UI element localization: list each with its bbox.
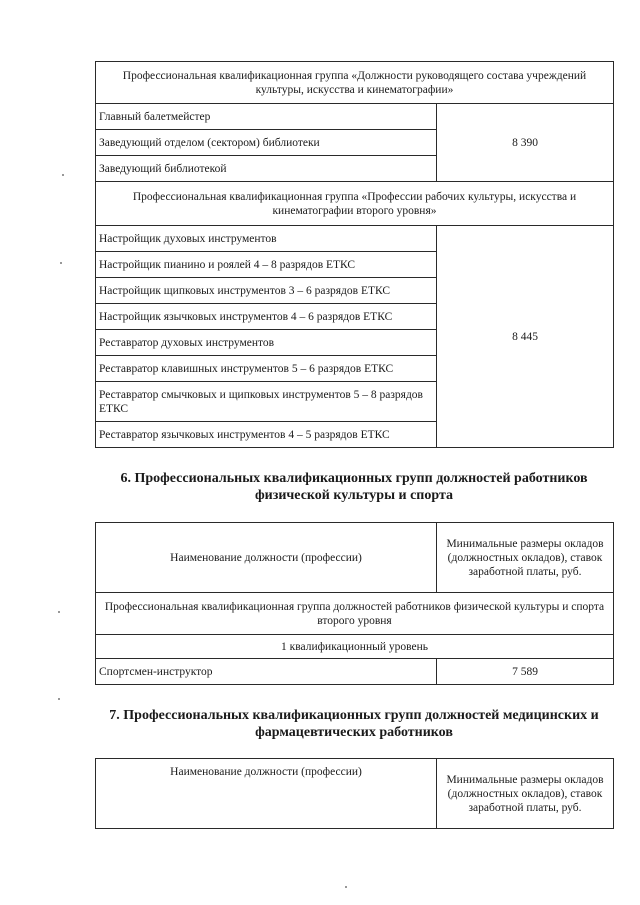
column-header-position: Наименование должности (профессии) — [96, 523, 437, 593]
position-name: Настройщик язычковых инструментов 4 – 6 разрядов ЕТКС — [96, 304, 437, 330]
group-header-workers: Профессиональная квалификационная группа «Профессии рабочих культуры, искусства и кинематографии второго уровня» — [96, 182, 614, 226]
medical-positions-table — [95, 758, 614, 829]
column-header-position: Наименование должности (профессии) — [96, 759, 437, 829]
scan-speck — [345, 886, 347, 888]
position-name: Реставратор клавишных инструментов 5 – 6 разрядов ЕТКС — [96, 356, 437, 382]
position-name: Настройщик духовых инструментов — [96, 226, 437, 252]
position-name: Спортсмен-инструктор — [96, 659, 437, 685]
group-header-managers: Профессиональная квалификационная группа «Должности руководящего состава учреждений культуры, искусства и кинематографии» — [96, 62, 614, 104]
scan-speck — [58, 611, 60, 613]
column-header-salary: Минимальные размеры окладов (должностных окладов), ставок заработной платы, руб. — [437, 759, 614, 829]
position-name: Реставратор смычковых и щипковых инструментов 5 – 8 разрядов ЕТКС — [96, 382, 437, 422]
position-name: Главный балетмейстер — [96, 104, 437, 130]
position-name: Заведующий библиотекой — [96, 156, 437, 182]
position-name: Реставратор язычковых инструментов 4 – 5 разрядов ЕТКС — [96, 422, 437, 448]
salary-value: 8 445 — [437, 226, 614, 448]
culture-positions-table — [95, 61, 614, 448]
scan-speck — [60, 262, 62, 264]
position-name: Настройщик щипковых инструментов 3 – 6 разрядов ЕТКС — [96, 278, 437, 304]
position-name: Реставратор духовых инструментов — [96, 330, 437, 356]
sport-positions-table — [95, 522, 614, 685]
salary-value: 8 390 — [437, 104, 614, 182]
scan-speck — [58, 698, 60, 700]
position-name: Заведующий отделом (сектором) библиотеки — [96, 130, 437, 156]
section-7-title: 7. Профессиональных квалификационных групп должностей медицинских и фармацевтических работников — [109, 708, 599, 740]
scan-speck — [62, 174, 64, 176]
section-6-title: 6. Профессиональных квалификационных групп должностей работников физической культуры и спорта — [120, 471, 588, 503]
salary-value: 7 589 — [437, 659, 614, 685]
qualification-level: 1 квалификационный уровень — [96, 635, 614, 659]
position-name: Настройщик пианино и роялей 4 – 8 разрядов ЕТКС — [96, 252, 437, 278]
column-header-salary: Минимальные размеры окладов (должностных окладов), ставок заработной платы, руб. — [437, 523, 614, 593]
group-header-sport: Профессиональная квалификационная группа должностей работников физической культуры и спорта второго уровня — [96, 593, 614, 635]
